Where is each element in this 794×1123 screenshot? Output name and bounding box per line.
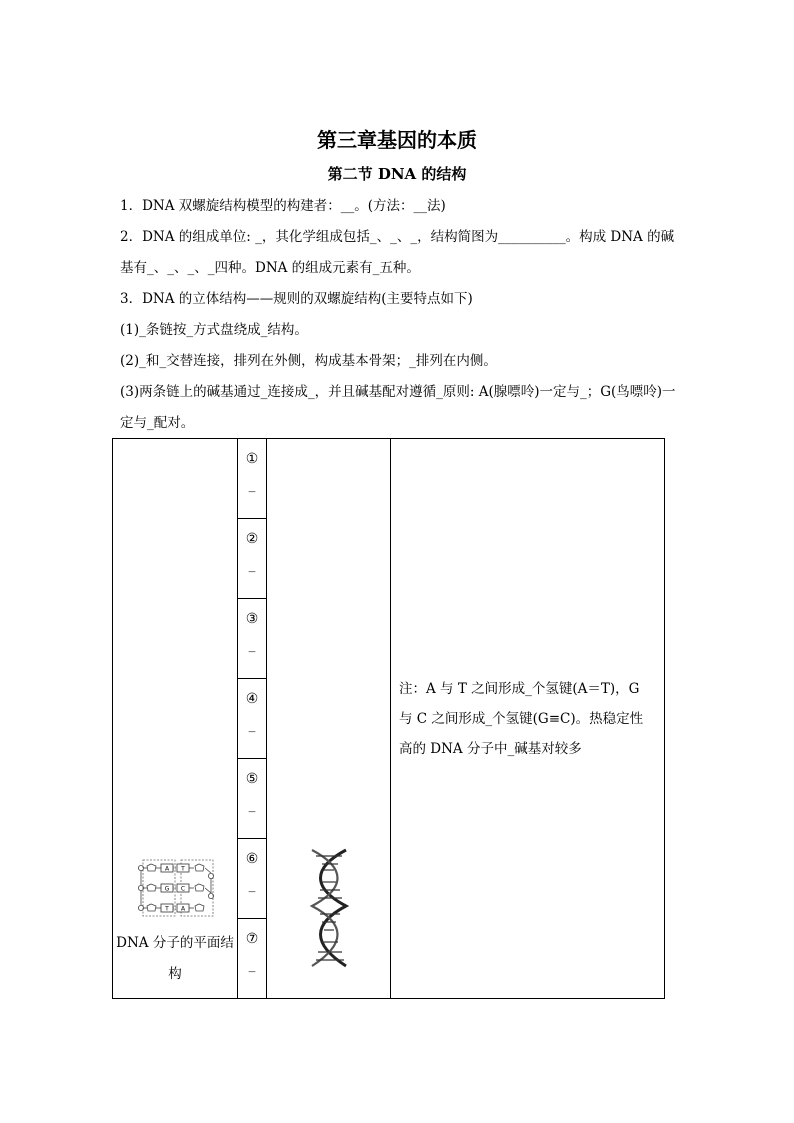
label-blank: _	[248, 957, 256, 973]
label-cell-7	[238, 919, 267, 999]
svg-text:A: A	[164, 865, 170, 873]
table-row	[113, 439, 665, 519]
label-number: ⑥	[245, 851, 259, 867]
label-cell-4	[238, 679, 267, 759]
svg-text:A: A	[180, 905, 186, 913]
label-cell-5	[238, 759, 267, 839]
label-blank: _	[248, 557, 256, 573]
point-3: (3)两条链上的碱基通过_连接成_，并且碱基配对遵循_原则: A(腺嘌呤)一定与_；G(鸟嘌呤)一定与_配对。	[120, 384, 676, 431]
page-title: 第三章基因的本质	[317, 128, 477, 152]
plane-structure-cell	[113, 439, 238, 999]
label-cell-3	[238, 599, 267, 679]
note-text: 注：A 与 T 之间形成_个氢键(A＝T)，G 与 C 之间形成_个氢键(G≡C)。热稳定性高的 DNA 分子中_碱基对较多	[399, 680, 644, 757]
label-cell-6	[238, 839, 267, 919]
label-number: ⑤	[245, 771, 259, 787]
question-block	[120, 191, 676, 439]
dna-plane-diagram	[133, 858, 217, 920]
label-cell-2	[238, 519, 267, 599]
dna-double-helix-image	[302, 848, 356, 968]
helix-cell	[267, 439, 391, 999]
svg-text:T: T	[181, 865, 185, 873]
label-cell-1	[238, 439, 267, 519]
label-blank: _	[248, 877, 256, 893]
svg-text:G: G	[164, 885, 170, 893]
point-2: (2)_和_交替连接，排列在外侧，构成基本骨架；_排列在内侧。	[120, 353, 497, 369]
section-subtitle: 第二节 DNA 的结构	[327, 165, 467, 183]
plane-structure-label: DNA 分子的平面结构	[116, 935, 234, 982]
question-1: 1．DNA 双螺旋结构模型的构建者：__。(方法：__法)	[120, 198, 446, 214]
label-number: ②	[245, 531, 259, 547]
dna-structure-table	[112, 438, 665, 999]
svg-text:C: C	[180, 885, 186, 893]
label-blank: _	[248, 797, 256, 813]
label-number: ③	[245, 611, 259, 627]
note-cell	[391, 439, 665, 999]
label-number: ④	[245, 691, 259, 707]
svg-text:T: T	[165, 905, 169, 913]
label-number: ①	[245, 451, 259, 467]
question-2: 2．DNA 的组成单位: _，其化学组成包括_、_、_，结构简图为__________。构成 DNA 的碱基有_、_、_、_四种。DNA 的组成元素有_五种。	[120, 229, 675, 276]
label-blank: _	[248, 477, 256, 493]
label-blank: _	[248, 717, 256, 733]
label-blank: _	[248, 637, 256, 653]
question-3: 3．DNA 的立体结构——规则的双螺旋结构(主要特点如下)	[120, 291, 473, 307]
point-1: (1)_条链按_方式盘绕成_结构。	[120, 322, 308, 338]
label-number: ⑦	[245, 931, 259, 947]
